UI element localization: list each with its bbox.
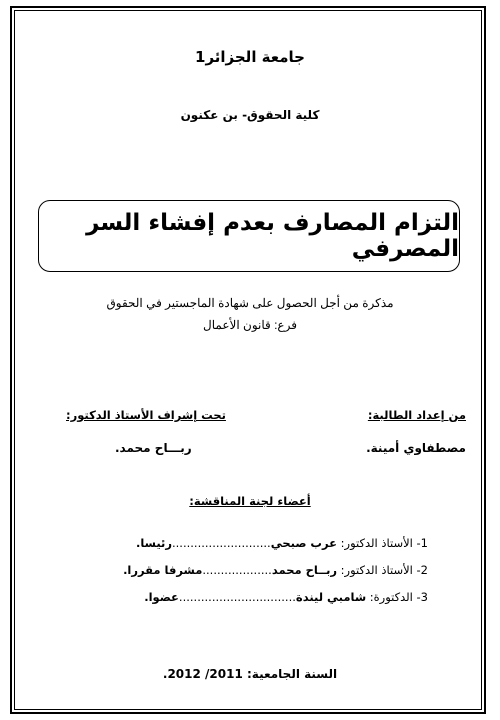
title-box	[38, 200, 460, 272]
committee-member	[144, 590, 428, 604]
committee-label: أعضاء لجنة المناقشة:	[189, 494, 311, 508]
supervisor-name: ربـــاح محمد.	[115, 441, 192, 455]
member-name: عرب صبحي	[270, 536, 338, 550]
member-name: ربــاح محمد	[271, 563, 338, 577]
member-role: رئيسا.	[135, 536, 172, 550]
committee-member	[136, 536, 428, 550]
faculty-name: كلية الحقوق- بن عكنون	[180, 108, 320, 122]
member-dots: ................................	[178, 590, 296, 604]
student-name: مصطفاوي أمينة.	[366, 441, 466, 455]
supervisor-label: تحت إشراف الأستاذ الدكتور:	[66, 408, 226, 422]
member-title: 2- الأستاذ الدكتور:	[337, 563, 428, 577]
branch-specialty: فرع: قانون الأعمال	[203, 318, 297, 332]
committee-member	[123, 563, 428, 577]
member-role: مشرفا مقررا.	[123, 563, 203, 577]
memo-description: مذكرة من أجل الحصول على شهادة الماجستير في الحقوق	[106, 296, 394, 310]
member-dots: ...................	[202, 563, 272, 577]
member-name: شامبي ليندة	[295, 590, 367, 604]
member-title: 1- الأستاذ الدكتور:	[337, 536, 428, 550]
university-name: جامعة الجزائر1	[195, 48, 305, 66]
member-title: 3- الدكتورة:	[366, 590, 428, 604]
academic-year: السنة الجامعية: 2011/ 2012.	[162, 667, 338, 681]
thesis-title: التزام المصارف بعدم إفشاء السر المصرفي	[86, 210, 459, 262]
member-role: عضوا.	[144, 590, 179, 604]
prepared-by-label: من إعداد الطالبة:	[367, 408, 466, 422]
member-dots: ...........................	[172, 536, 271, 550]
